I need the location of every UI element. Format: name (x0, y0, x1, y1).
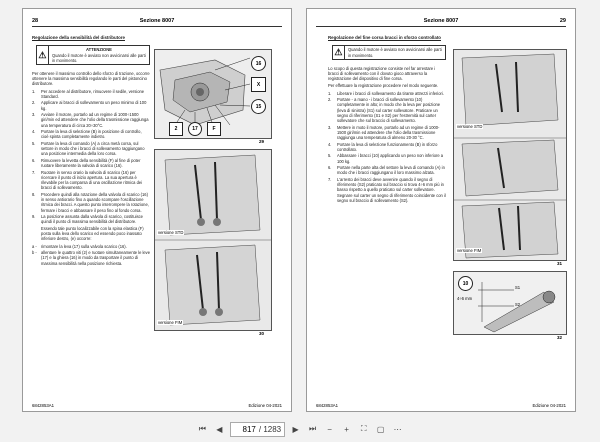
step-number: 2. (328, 97, 332, 103)
step-number: 1. (32, 88, 36, 94)
step-item (328, 125, 446, 141)
step-text: L'arresto dei bracci deve avvenire quando il segno di riferimento (S2) praticato sul braccio si trova 4÷6 mm più in basso rispetto a quello praticato sul carter sollevatore. Segnare sul carter un segno di riferimento coincidente con il segno sul braccio di sollevamento (S2). (337, 176, 446, 203)
step-text: Portare la leva di comando (A) a circa metà corsa, sul settore in modo che i bracci di sollevamento raggiungano una posizione intermedia della loro corsa. (41, 140, 145, 157)
step-item (328, 91, 446, 96)
step-item (328, 153, 446, 163)
warning-box (36, 45, 150, 65)
step-number: 7. (32, 169, 36, 175)
figure-lifting-arms (453, 49, 567, 261)
page-header (32, 18, 282, 27)
step-number: 7. (328, 176, 332, 182)
warning-text: Quando il motore è avviato non avvicinarsi alle parti in movimento. (347, 47, 442, 58)
edition: Edizione 04-2021 (248, 403, 282, 408)
step-text: Rimuovere la levetta della sensibilità (F) al fine di poter ruotare liberamente la valvola di scarico (16). (41, 157, 141, 169)
page-input[interactable] (234, 425, 256, 434)
page-header (316, 18, 566, 27)
step-text: Portare - a mano - i bracci di sollevamento (10) completamente in alto; in modo che la leva per posizione (leva di sinistra) (S1) sul carter sollevatore. Praticare un segno di riferimento (S1 e S2) per l'estremità sul carter sollevatore che sul braccio di sollevamento. (337, 97, 441, 123)
text-column (32, 35, 150, 267)
label-10: 10 (458, 276, 473, 291)
page-number: 29 (559, 18, 566, 24)
step-item (32, 112, 150, 128)
lifting-illustration (454, 50, 566, 260)
label-15: 15 (251, 99, 266, 114)
label-2: 2 (169, 122, 183, 136)
last-page-button[interactable]: ⏭ (309, 424, 317, 433)
edition: Edizione 04-2021 (532, 403, 566, 408)
step-item (32, 129, 150, 139)
label-x: X (251, 77, 266, 92)
page-selector (230, 422, 285, 437)
section-title: Sezione 8007 (423, 18, 459, 24)
step-number: 2. (32, 100, 36, 106)
step-number: 4. (328, 141, 332, 147)
step-text: Abbassare i bracci (10) applicando un peso non inferiore a 100 kg. (337, 153, 444, 164)
step-item (32, 170, 150, 191)
step-item (32, 214, 150, 224)
page-number: 28 (32, 18, 39, 24)
fullscreen-icon[interactable]: ⛶ (360, 424, 367, 433)
step-text: Applicare ai bracci di sollevamento un peso minimo di 100 kg. (41, 100, 147, 111)
step-text: Mettere in moto il motore, portarlo ad un regime di 1000-1500 giri/min ed attendere che l'olio della trasmissione raggiunga una temperatura di almeno 20-30 °C. (337, 124, 440, 140)
step-item (328, 177, 446, 203)
step-number: 8. (32, 191, 36, 197)
zoom-out-icon[interactable]: − (327, 424, 332, 434)
step-number: 5. (328, 153, 332, 159)
step-text: Portare nella parte alta del settore la leva di comando (A) in modo che i bracci raggiungano il loro massimo alzata. (337, 165, 445, 176)
step-text: Liberare i bracci di sollevamento da tirante attrezzi inferiori. (337, 90, 444, 96)
substep-number: a - (32, 243, 37, 249)
caption-std: versione STD (158, 230, 184, 235)
warning-icon: ⚠ (37, 46, 49, 64)
figure-lever-versions (154, 149, 272, 331)
caption-fim: versione FIM (457, 248, 482, 253)
fit-page-icon[interactable]: ▢ (376, 424, 385, 434)
substep-number: b - (32, 250, 37, 256)
label-16: 16 (251, 56, 266, 71)
step-text: Portare la leva di selezione (B) in posizione di controllo, cioè spinta completamente indietro. (41, 129, 142, 140)
warning-box (332, 45, 446, 59)
figure-number: 31 (557, 261, 563, 266)
substep-item (32, 244, 150, 249)
step-item (32, 89, 150, 99)
step-text: Portare la leva di selezione funzionamento (B) in sforzo controllato. (337, 141, 438, 152)
substep-text: allentare le quattro viti (2) e ruotare simultaneamente le leve (17) e la ghiera (16) in modo da trasportare il punto di massima sensibilità nella posizione richiesta. (41, 250, 150, 266)
lever-illustration (155, 150, 271, 330)
step-number: 6. (32, 157, 36, 163)
step-item (328, 142, 446, 152)
first-page-button[interactable]: ⏮ (198, 424, 206, 433)
step-text: La posizione assunta dalla valvola di scarico, costituisce quindi il punto di massima sensibilità del distributore. (41, 214, 143, 225)
right-page (306, 8, 576, 412)
left-page (22, 8, 292, 412)
step-number: 3. (32, 112, 36, 118)
step-item (32, 158, 150, 168)
previous-page-button[interactable]: ◀ (216, 424, 223, 434)
label-17: 17 (188, 122, 202, 136)
step-number: 9. (32, 214, 36, 220)
pdf-toolbar (0, 416, 600, 442)
step-number: 6. (328, 165, 332, 171)
figure-number: 32 (557, 335, 563, 340)
section-heading: Regolazione del fine corsa bracci in sforzo controllato (328, 35, 441, 40)
substep-text: rimontare la leva (17) sulla valvola scarico (16). (41, 243, 127, 249)
intro-text: Lo scopo di questa registrazione consiste nel far arrestare i bracci di sollevamento con il dovuto gioco attraverso la registrazione del dispositivo di fine corsa. (328, 65, 436, 82)
section-title: Sezione 8007 (139, 18, 175, 24)
figure-distributor (154, 49, 272, 139)
caption-std: versione STD (457, 124, 483, 129)
figure-arm-marks (453, 271, 567, 335)
step-number: 5. (32, 140, 36, 146)
text-column (328, 35, 446, 204)
step-number: 4. (32, 129, 36, 135)
figure-number: 29 (259, 139, 265, 144)
intro-text: Per ottenere il massimo controllo dello sforzo di trazione, occorre ottenere la massima sensibilità regolando le parti del pistoncino distributore. (32, 70, 150, 87)
step-text: Ruotare in senso orario la valvola di scarico (16) per ricercare il punto di inizio apertura. La sua apertura è rilevabile per la comparsa di una oscillazione ritmica dei bracci di sollevamento. (41, 169, 143, 191)
warning-icon: ⚠ (333, 46, 345, 58)
after-text: Essendo tale punto localizzabile con la spina elastica (F) posta sulla leva dello scarico ed essendo poco inassato inferiore destro, (e) occorre: (41, 225, 144, 242)
label-distance: 4÷6 mm (457, 296, 473, 301)
warning-title: ATTENZIONE (86, 47, 112, 53)
step-item (32, 100, 150, 110)
step-text: Avviare il motore, portarlo ad un regime di 1000÷1500 giri/min ed attendere che l'olio della trasmissione raggiunga una temperatura di circa 20÷30°C. (41, 112, 149, 128)
doc-code: 6842853A1 (32, 403, 54, 408)
warning-text: Quando il motore è avviato non avvicinarsi alle parti in movimento. (51, 52, 146, 63)
label-f: F (207, 122, 221, 136)
figure-number: 30 (259, 331, 265, 336)
step-text: Per accedere al distributore, rimuovere il sedile, versione Standard. (41, 88, 145, 99)
zoom-in-icon[interactable]: + (344, 424, 349, 434)
step-number: 3. (328, 124, 332, 130)
intro-text-2: Per effettuare la registrazione procedere nel modo seguente. (328, 83, 439, 89)
section-heading: Regolazione della sensibilità del distributore (32, 35, 125, 40)
label-s2: S2 (515, 302, 521, 307)
more-icon[interactable]: ⋯ (393, 424, 402, 434)
step-text: Procedere quindi alla rotazione della valvola di scarico (16) in senso antiorario fino a quando scompare l'oscillazione ritmica dei bracci. A questo punto interrompere la rotazione, fermare i bracci e abbassare il peso fino al fondo corsa. (41, 191, 149, 213)
step-item (328, 97, 446, 123)
step-item (32, 141, 150, 157)
substep-item (32, 250, 150, 266)
step-item (328, 165, 446, 175)
next-page-button[interactable]: ▶ (292, 424, 299, 434)
page-total: / 1283 (258, 424, 282, 434)
doc-code: 6842853A1 (316, 403, 338, 408)
caption-fim: versione FIM (158, 320, 183, 325)
label-s1: S1 (515, 285, 521, 290)
step-number: 1. (328, 90, 332, 96)
step-item (32, 192, 150, 213)
